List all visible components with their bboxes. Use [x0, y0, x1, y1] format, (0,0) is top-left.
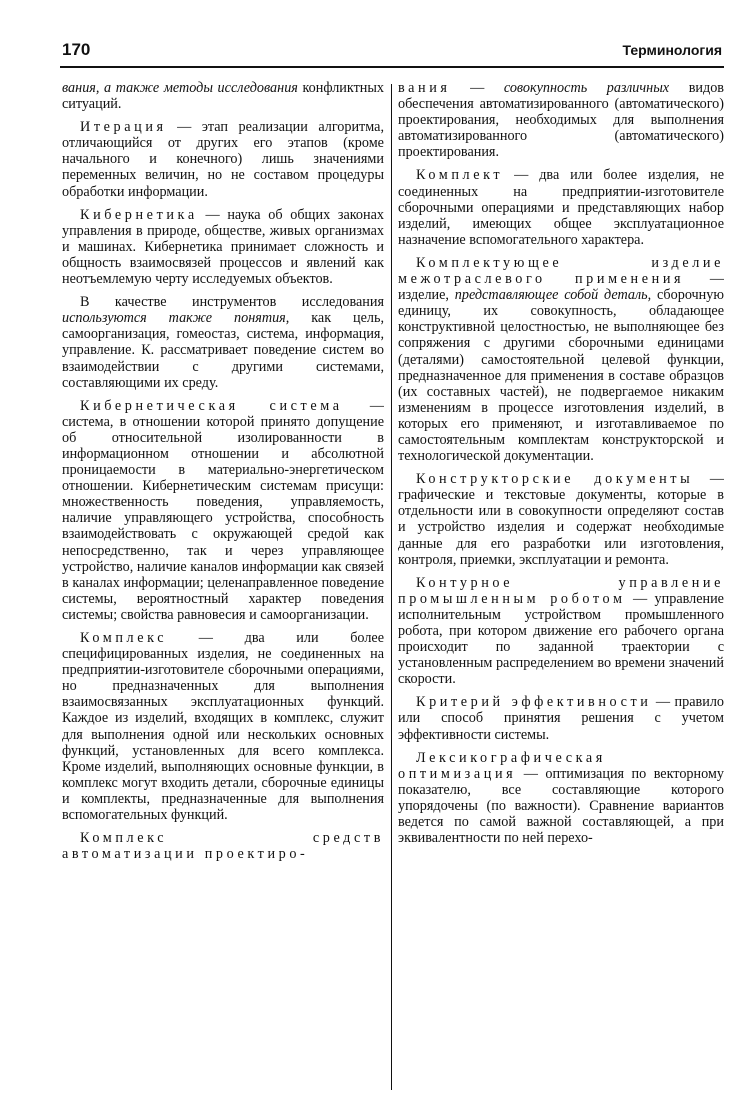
entry-term: Итерация: [80, 119, 167, 136]
entry-kit: [398, 167, 724, 247]
entry-definition: — оптимизация по векторному показателю, все составляющие которого упорядочены (по важности). Сравнение вариантов ведется по самой важной составляющей, а при эквивалентности по ней перехо-: [398, 765, 724, 847]
entry-definition: — графические и текстовые документы, которые в отдельности или в совокупности определяют состав и устройство изделия и содержат необходимые данные для его разработки или изготовления, контроля, приемки, эксплуатации и ремонта.: [398, 471, 724, 568]
entry-definition: сборочную единицу, их совокупность, обладающее конструктивной целостностью, не выполняющее без сопряжения с другими сборочными единицами (деталями) самостоятельной целевой функции, предназначенное для применения в составе образцов (их составных частей), не подвергаемое никаким изменениям в процессе изготовления изделий, в которых его применяют, и изготавливаемое по самостоятельным комплектам конструкторской и технологической документации.: [398, 287, 724, 465]
entry-definition: — два или более изделия, не соединенных на предприятии-изготовителе сборочными операциями и представляющих набор изделий, имеющих общее эксплуатационное назначение вспомогательного характера.: [398, 167, 724, 248]
entry-term: вания: [398, 80, 451, 96]
entry-term: Кибернетика: [80, 206, 198, 223]
entry-definition: видов обеспечения автоматизированного (автоматического) проектирования, необходимых для выполнения автоматизированного (автоматического) проектирования.: [398, 80, 724, 161]
running-head: Терминология: [622, 42, 722, 58]
paragraph-text: как цель, самоорганизация, гомеостаз, система, информация, управление. К. рассматривает поведение систем во взаимодействии с другими системами, составляющими их среду.: [62, 310, 384, 391]
italic-phrase: совокупность различных: [503, 80, 670, 96]
italic-phrase: вания, а также методы исследования: [62, 80, 298, 96]
entry-term: Комплект: [416, 167, 504, 184]
entry-definition: — этап реализации алгоритма, отличающийся от других его этапов (кроме начального и конечного) лишь значениями переменных величин, но не составом процедуры обработки информации.: [62, 119, 384, 200]
entry-definition: — наука об общих законах управления в природе, обществе, живых организмах и машинах. Кибернетика принимает сложность и общность взаимосвязей процессов и явлений как неотъемлемую черту исследуемых объектов.: [62, 206, 384, 288]
entry-term: Контурное управление промышленным роботом: [398, 574, 724, 607]
entry-definition: — правило или способ принятия решения с учетом эффективности системы.: [398, 694, 724, 743]
entry-component: [398, 255, 724, 464]
entry-lexicographic-optimization: [398, 750, 724, 847]
entry-cybernetic-system: [62, 398, 384, 623]
entry-term: Кибернетическая система: [80, 397, 343, 414]
entry-term: Конструкторские документы: [416, 471, 694, 488]
left-paragraph-1: [62, 80, 384, 112]
right-column: [398, 80, 724, 1090]
column-divider: [391, 84, 392, 1090]
entry-term: Комплектующее изделие межотраслевого применения: [398, 254, 724, 288]
entry-definition: — система, в отношении которой принято допущение об относительной изолированности в информационном отношении и абсолютной проницаемости в материально-энергетическом отношении. Кибернетическим системам присущи: множественность поведения, управляемость, наличие управляющего устройства, способность взаимодействовать с окружающей средой как непосредственно, так и через управляющее устройство, наличие каналов информации как связей в каналах информации; целенаправленное поведение системы, вероятностный характер поведения системы; свойства равновесия и самоорганизации.: [62, 397, 384, 623]
entry-term: Комплекс: [80, 630, 168, 646]
paragraph-text: В качестве инструментов исследования: [80, 294, 384, 311]
entry-term: Комплекс средств автоматизации проектиро-: [62, 830, 384, 863]
italic-phrase: представляющее собой деталь,: [454, 287, 652, 304]
entry-automation-complex-cont: [398, 80, 724, 160]
italic-phrase: используются также понятия,: [62, 310, 290, 327]
entry-contour-control: [398, 575, 724, 688]
left-column: [62, 80, 384, 1090]
entry-iteration: [62, 119, 384, 199]
page-number: 170: [62, 40, 91, 59]
paragraph-text: —: [450, 80, 504, 96]
paragraph-text: конфликтных ситуаций.: [62, 80, 384, 113]
entry-complex: [62, 630, 384, 823]
left-paragraph-4: [62, 294, 384, 391]
header-rule: [60, 66, 724, 68]
entry-automation-complex: [62, 830, 384, 862]
entry-term: Критерий эффективности: [416, 694, 652, 711]
entry-cybernetics: [62, 207, 384, 287]
entry-term: Лексикографическая оптимизация: [398, 749, 606, 782]
entry-definition: — два или более специфицированных изделия, не соединенных на предприятии-изготовителе сборочными операциями, но предназначенных для выполнения взаимосвязанных эксплуатационных функций. Каждое из изделий, входящих в комплекс, служит для выполнения одной или нескольких основных функций, установленных для всего комплекса. Кроме изделий, выполняющих основные функции, в комплекс могут входить детали, сборочные единицы и комплекты, предназначенные для выполнения вспомогательных функций.: [62, 630, 384, 824]
entry-definition: — управление исполнительным устройством промышленного робота, при котором движение его рабочего органа происходит по заданной траектории с установленным распределением во времени значений скорости.: [398, 590, 724, 688]
entry-efficiency-criterion: [398, 694, 724, 742]
entry-design-documents: [398, 471, 724, 568]
paragraph-text: — изделие,: [398, 271, 724, 304]
